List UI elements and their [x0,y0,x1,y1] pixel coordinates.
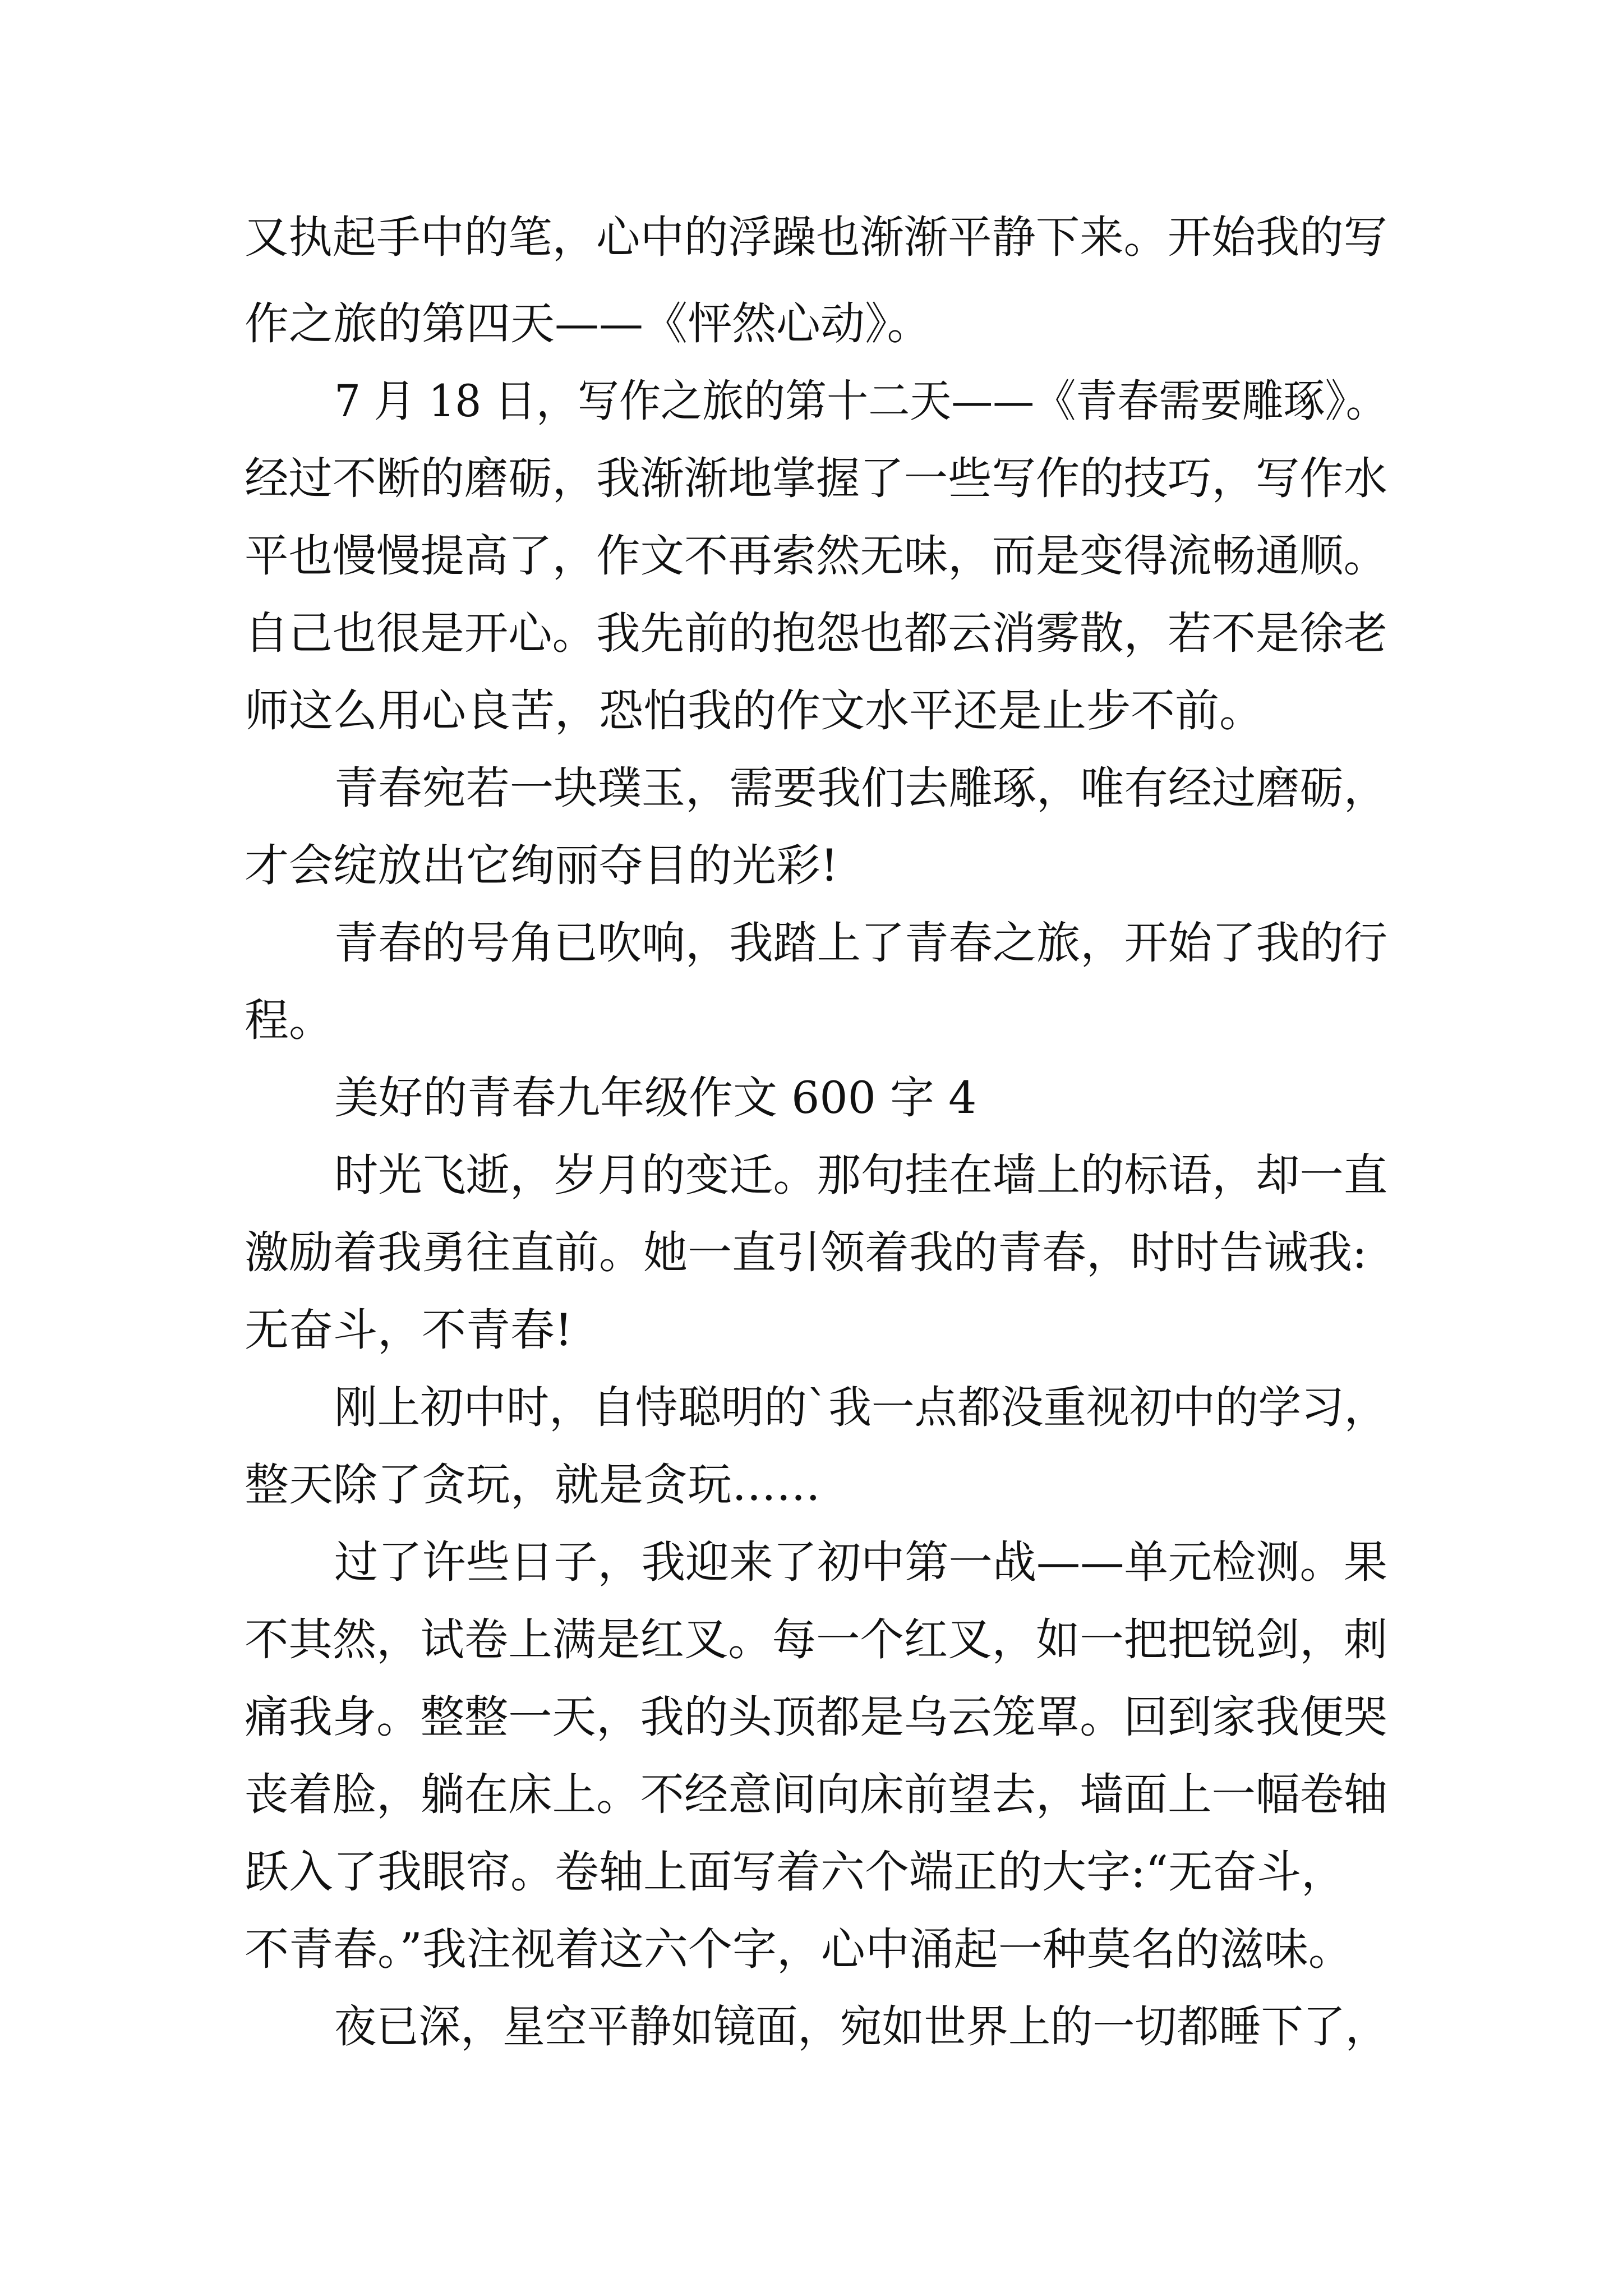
text-line: 夜已深，星空平静如镜面，宛如世界上的一切都睡下了， [334,2001,1388,2053]
text-line: 平也慢慢提高了，作文不再索然无味，而是变得流畅通顺。 [245,530,1387,582]
text-line: 师这么用心良苦，恐怕我的作文水平还是止步不前。 [245,685,1264,737]
text-line: 自己也很是开心。我先前的抱怨也都云消雾散，若不是徐老 [245,608,1387,659]
text-line: 青春的号角已吹响，我踏上了青春之旅，开始了我的行 [334,917,1387,969]
section-heading: 美好的青春九年级作文 600 字 4 [334,1072,977,1124]
text-line: 7 月 18 日，写作之旅的第十二天——《青春需要雕琢》。 [334,375,1387,427]
text-line: 激励着我勇往直前。她一直引领着我的青春，时时告诫我: [245,1227,1367,1278]
text-line: 不其然，试卷上满是红叉。每一个红叉，如一把把锐剑，刺 [245,1614,1387,1665]
text-line: 时光飞逝，岁月的变迁。那句挂在墙上的标语，却一直 [334,1149,1387,1201]
text-line: 程。 [245,995,333,1046]
text-line: 痛我身。整整一天，我的头顶都是乌云笼罩。回到家我便哭 [245,1691,1387,1743]
text-line: 过了许些日子，我迎来了初中第一战——单元检测。果 [334,1536,1387,1588]
text-line: 不青春。”我注视着这六个字，心中涌起一种莫名的滋味。 [245,1924,1353,1975]
text-line: 又执起手中的笔，心中的浮躁也渐渐平静下来。开始我的写 [245,211,1387,263]
text-line: 整天除了贪玩，就是贪玩…… [245,1459,820,1511]
text-line: 青春宛若一块璞玉，需要我们去雕琢，唯有经过磨砺， [334,762,1387,814]
text-line: 经过不断的磨砺，我渐渐地掌握了一些写作的技巧，写作水 [245,453,1387,504]
text-line: 作之旅的第四天——《怦然心动》。 [245,298,932,349]
text-line: 丧着脸，躺在床上。不经意间向床前望去，墙面上一幅卷轴 [245,1769,1387,1820]
text-line: 刚上初中时，自恃聪明的`我一点都没重视初中的学习， [334,1382,1387,1433]
text-line: 无奋斗，不青春! [245,1304,573,1356]
text-line: 才会绽放出它绚丽夺目的光彩! [245,840,838,891]
text-line: 跃入了我眼帘。卷轴上面写着六个端正的大字:“无奋斗， [245,1846,1346,1898]
